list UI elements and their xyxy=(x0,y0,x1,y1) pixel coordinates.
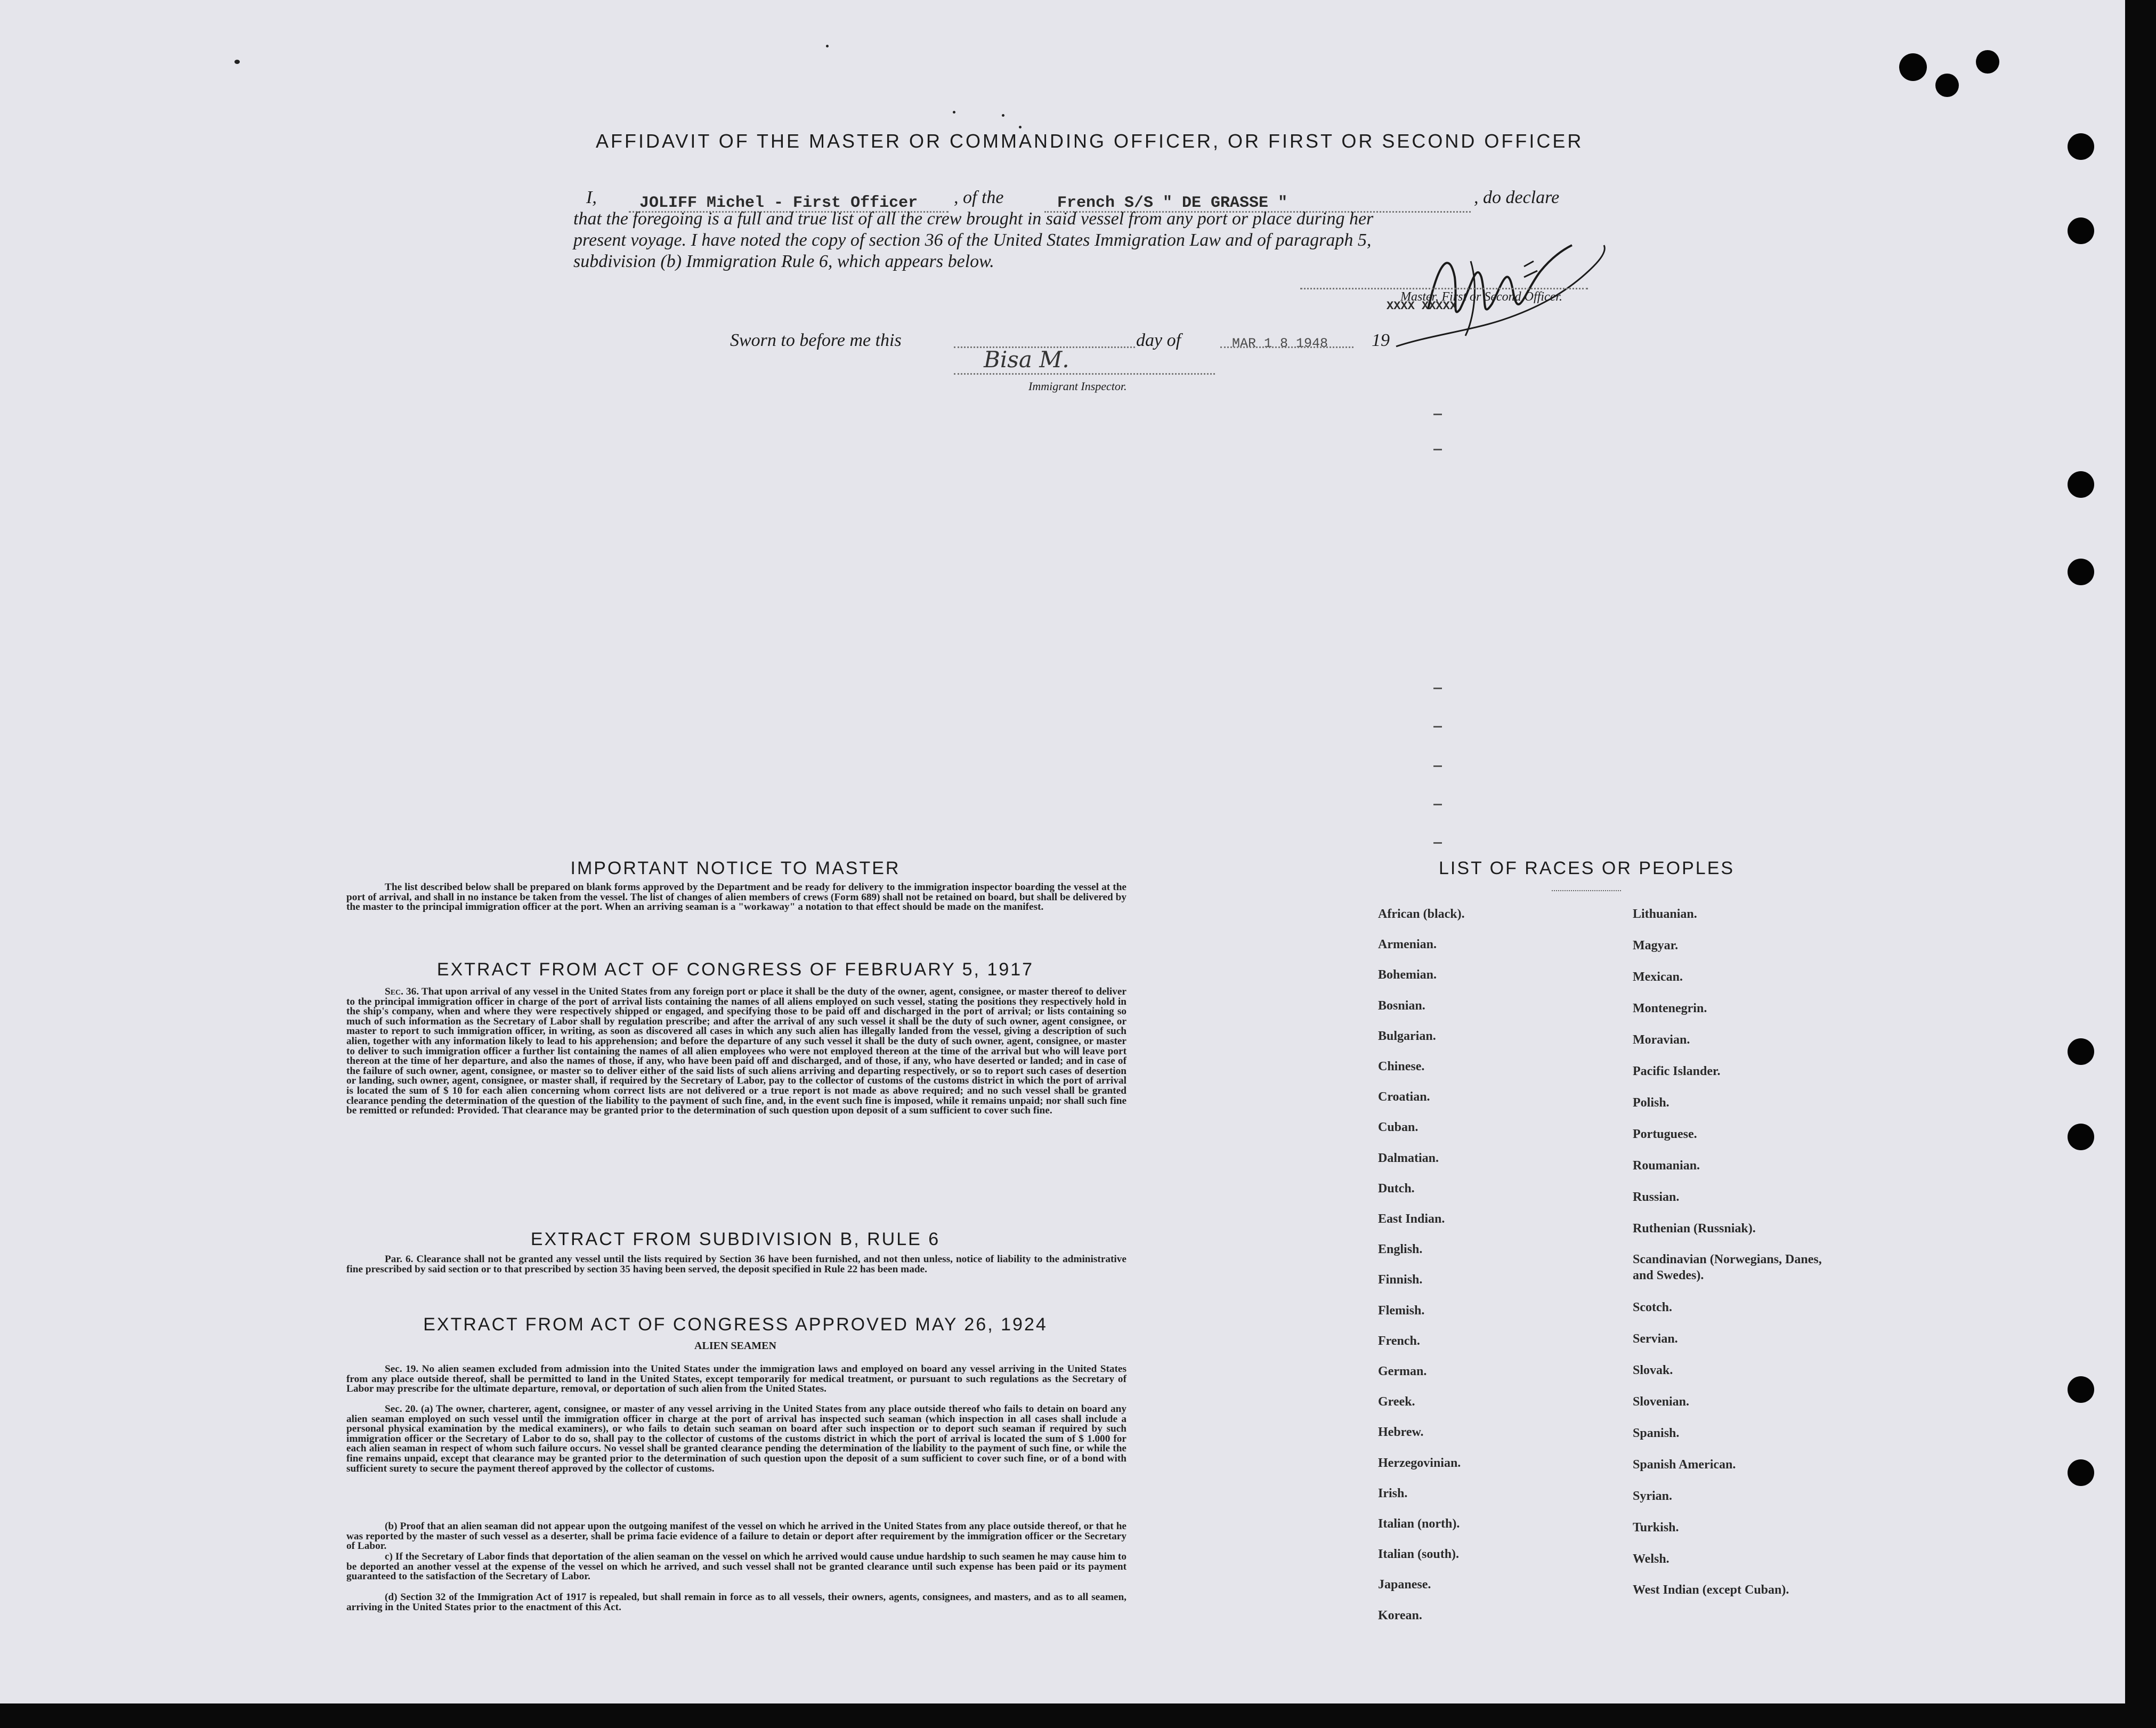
races-title-underline xyxy=(1552,890,1621,891)
race-right-item: West Indian (except Cuban). xyxy=(1633,1583,1789,1597)
race-left-item: Hebrew. xyxy=(1378,1425,1424,1439)
punch-hole xyxy=(2068,133,2094,160)
race-left-item: Croatian. xyxy=(1378,1090,1430,1104)
race-left-item: Dalmatian. xyxy=(1378,1151,1439,1165)
race-left-item: Dutch. xyxy=(1378,1182,1415,1196)
affidavit-title: AFFIDAVIT OF THE MASTER OR COMMANDING OFFICER, OR FIRST OR SECOND OFFICER xyxy=(596,130,1584,152)
punch-hole xyxy=(2068,217,2094,244)
margin-tick xyxy=(1433,765,1442,767)
signature-strike: XXXX XXXXX xyxy=(1387,300,1457,313)
extract-1924-subtitle: ALIEN SEAMEN xyxy=(694,1340,776,1352)
do-declare-text: , do declare xyxy=(1474,188,1560,207)
signature-dotline xyxy=(1300,288,1588,289)
race-left-item: French. xyxy=(1378,1334,1420,1348)
date-stamp: MAR 1 8 1948 xyxy=(1232,336,1328,351)
date-dotline xyxy=(1220,346,1353,348)
vessel-name: French S/S " DE GRASSE " xyxy=(1057,194,1288,212)
speck xyxy=(826,45,829,47)
affidavit-line-4: subdivision (b) Immigration Rule 6, which appears below. xyxy=(573,252,994,271)
race-left-item: Greek. xyxy=(1378,1395,1415,1409)
race-left-item: Bulgarian. xyxy=(1378,1029,1436,1043)
of-the-text: , of the xyxy=(954,188,1004,207)
speck xyxy=(1002,114,1004,117)
sec-36-text: That upon arrival of any vessel in the United States from any foreign port or place it shall be the duty of the owner, agent, consignee, or master thereof to deliver to the principal immigration officer in charge of the port of arrival lists containing the names of all aliens employed on such vessel, stating the positions they respectively hold in the ship's company, when and where they were respectively shipped or engaged, and specifying those to be paid off and discharged in the port of arrival; or lists containing so much of such information as the Secretary of Labor shall by regulation prescribe; and after the arrival of any such vessel it shall be the duty of such owner, agent consignee, or master to report to such immigration officer, in writing, as soon as discovered all cases in which any such alien has illegally landed from the vessel, giving a description of such alien, together with any information likely to lead to his apprehension; and before the departure of any such vessel it shall be the duty of such owner, agent, consignee, or master to deliver to such immigration officer a further list containing the names of all alien employees who were not employed thereon at the time of the arrival but who will leave port thereon at the time of her departure, and also the names of those, if any, who have been paid off and discharged, and of those, if any, who have deserted or landed; and in case of the failure of such owner, agent, consignee, or master so to deliver either of the said lists of such aliens arriving and departing respectively, or so to report such cases of desertion or landing, such owner, agent, consignee, or master shall, if required by the Secretary of Labor, pay to the collector of customs of the customs district in which the port of arrival is located the sum of $ 10 for each alien concerning whom correct lists are not delivered or a true report is not made as above required; and no such vessel shall be granted clearance pending the determination of the question of the liability to the payment of such fine, and, in the event such fine is imposed, while it remains unpaid; nor shall such fine be remitted or refunded: Provided. That clearance may be granted prior to the determination of such question upon deposit of a sum sufficient to cover such fine. xyxy=(346,986,1126,1117)
race-left-item: Bohemian. xyxy=(1378,968,1437,982)
punch-hole xyxy=(2068,1376,2094,1403)
race-left-item: Cuban. xyxy=(1378,1120,1419,1134)
punch-hole xyxy=(2068,471,2094,498)
extract-rule6-title: EXTRACT FROM SUBDIVISION B, RULE 6 xyxy=(530,1229,941,1249)
margin-tick xyxy=(1433,842,1442,844)
signature-caption: Master, First or Second Officer. xyxy=(1400,290,1562,304)
affidavit-line-2: that the foregoing is a full and true list of all the crew brought in said vessel from any port or place during her xyxy=(573,209,1374,229)
race-right-item: Russian. xyxy=(1633,1190,1680,1204)
speck xyxy=(234,60,240,64)
race-right-item: Welsh. xyxy=(1633,1552,1669,1566)
races-title: LIST OF RACES OR PEOPLES xyxy=(1439,858,1735,878)
sec-20a-body: Sec. 20. (a) The owner, charterer, agent, consignee, or master of any vessel arriving in the United States from any place outside thereof who fails to detain on board any alien seaman employed on such vessel until the immigration officer in charge at the port of arrival has inspected such seaman (which inspection in all cases shall include a personal physical examination by the medical examiners), or who fails to detain such seaman on board after such inspection or to deport such seaman if required by such immigration officer or the Secretary of Labor to do so, shall pay to the collector of customs of the customs district in which the port of arrival is located the sum of $ 1.000 for each alien seaman in respect of whom such failure occurs. No vessel shall be granted clearance pending the determination of the liability to the payment of such fine, or while the fine remains unpaid, except that clearance may be granted prior to the determination of such question upon the deposit of a sum sufficient to cover such fine, or of a bond with sufficient surety to secure the payment thereof approved by the collector of customs. xyxy=(346,1403,1126,1474)
race-right-item: Roumanian. xyxy=(1633,1159,1700,1173)
race-left-item: Irish. xyxy=(1378,1487,1408,1500)
race-right-item: Turkish. xyxy=(1633,1521,1679,1535)
extract-rule6-body: Par. 6. Clearance shall not be granted any vessel until the lists required by Section 36 have been furnished, and not then unless, notice of liability to the administrative fine prescribed by said section or to that prescribed by section 35 having been served, the deposit specified in Rule 22 has been made. xyxy=(346,1254,1126,1275)
sec-20b-body: (b) Proof that an alien seaman did not appear upon the outgoing manifest of the vessel on which he arrived in the United States from any place outside thereof, or that he was reported by the master of such vessel as a deserter, shall be prima facie evidence of a failure to detain or deport after requirement by the immigration officer or the Secretary of Labor. xyxy=(346,1521,1126,1552)
extract-1917-body xyxy=(346,987,1126,1116)
race-left-item: Finnish. xyxy=(1378,1273,1423,1287)
speck xyxy=(1019,126,1022,128)
year-prefix: 19 xyxy=(1372,330,1390,350)
affidavit-line-3: present voyage. I have noted the copy of section 36 of the United States Immigration Law and of paragraph 5, xyxy=(573,230,1372,250)
extract-1924-title: EXTRACT FROM ACT OF CONGRESS APPROVED MAY 26, 1924 xyxy=(423,1314,1048,1335)
race-right-item: Montenegrin. xyxy=(1633,1002,1707,1015)
affidavit-i: I, xyxy=(586,188,597,207)
day-of-text: day of xyxy=(1136,330,1181,350)
inspector-signature: Bisa M. xyxy=(984,346,1069,373)
race-right-item: Ruthenian (Russniak). xyxy=(1633,1222,1756,1236)
extract-1917-title: EXTRACT FROM ACT OF CONGRESS OF FEBRUARY 5, 1917 xyxy=(436,959,1034,980)
race-right-item: Slovak. xyxy=(1633,1363,1673,1377)
race-right-item: Lithuanian. xyxy=(1633,907,1697,921)
punch-hole xyxy=(2068,1124,2094,1150)
inspector-caption: Immigrant Inspector. xyxy=(1028,379,1127,393)
race-right-item: Portuguese. xyxy=(1633,1127,1697,1141)
race-left-item: Chinese. xyxy=(1378,1060,1425,1073)
margin-tick xyxy=(1433,414,1442,415)
margin-tick xyxy=(1433,449,1442,450)
race-right-item: Scandinavian (Norwegians, Danes, and Swedes). xyxy=(1633,1253,1822,1282)
race-left-item: Italian (north). xyxy=(1378,1517,1460,1531)
race-left-item: English. xyxy=(1378,1242,1423,1256)
sec-20d-body: (d) Section 32 of the Immigration Act of 1917 is repealed, but shall remain in force as to all vessels, their owners, agents, consignees, and masters, and as to all seamen, arriving in the United States prior to the enactment of this Act. xyxy=(346,1592,1126,1613)
race-right-item: Spanish American. xyxy=(1633,1458,1736,1472)
notice-body: The list described below shall be prepared on blank forms approved by the Department and be ready for delivery to the immigration inspector boarding the vessel at the port of arrival, and shall in no instance be taken from the vessel. The list of changes of alien members of crews (Form 689) shall not be retained on board, but shall be delivered by the master to the principal immigration officer at the port. When an arriving seaman is a "workaway" a notation to that effect should be made on the manifest. xyxy=(346,882,1126,913)
sec-36-label: Sec. 36. xyxy=(385,986,419,997)
margin-tick xyxy=(1433,726,1442,728)
race-left-item: Armenian. xyxy=(1378,938,1437,951)
sec-20c-body: c) If the Secretary of Labor finds that deportation of the alien seaman on the vessel on which he arrived would cause undue hardship to such seamen he may cause him to be deported an another vessel at the expense of the vessel on which he arrived, and such vessel shall not be granted clearance until such expense has been paid or its payment guaranteed to the satisfaction of the Secretary of Labor. xyxy=(346,1551,1126,1582)
race-left-item: German. xyxy=(1378,1364,1427,1378)
race-right-item: Slovenian. xyxy=(1633,1395,1690,1409)
scan-border-right xyxy=(2125,0,2156,1728)
speck xyxy=(953,111,955,114)
race-right-item: Mexican. xyxy=(1633,970,1683,984)
race-left-item: African (black). xyxy=(1378,907,1465,921)
officer-name: JOLIFF Michel - First Officer xyxy=(639,194,918,212)
punch-hole xyxy=(1935,74,1959,97)
race-right-item: Servian. xyxy=(1633,1332,1678,1346)
sworn-text: Sworn to before me this xyxy=(730,330,902,350)
race-left-item: Bosnian. xyxy=(1378,999,1425,1013)
race-left-item: Korean. xyxy=(1378,1609,1422,1622)
margin-tick xyxy=(1433,688,1442,689)
margin-tick xyxy=(1433,804,1442,805)
punch-hole xyxy=(2068,559,2094,585)
notice-title: IMPORTANT NOTICE TO MASTER xyxy=(570,858,901,878)
race-left-item: Japanese. xyxy=(1378,1578,1431,1592)
race-right-item: Syrian. xyxy=(1633,1489,1673,1503)
punch-hole xyxy=(2068,1459,2094,1486)
race-left-item: Herzegovinian. xyxy=(1378,1456,1461,1470)
race-right-item: Spanish. xyxy=(1633,1426,1680,1440)
race-right-item: Scotch. xyxy=(1633,1301,1672,1314)
race-left-item: Flemish. xyxy=(1378,1304,1425,1318)
race-right-item: Magyar. xyxy=(1633,939,1679,952)
punch-hole xyxy=(2068,1038,2094,1065)
race-right-item: Moravian. xyxy=(1633,1033,1690,1047)
race-right-item: Polish. xyxy=(1633,1096,1669,1110)
race-left-item: Italian (south). xyxy=(1378,1547,1460,1561)
sec-19-body: Sec. 19. No alien seamen excluded from admission into the United States under the immigration laws and employed on board any vessel arriving in the United States from any place outside thereof, shall be permitted to land in the United States, except temporarily for medical treatment, or pursuant to such regulations as the Secretary of Labor may prescribe for the ultimate departure, removal, or deportation of such alien from the United States. xyxy=(346,1363,1126,1395)
race-left-item: East Indian. xyxy=(1378,1212,1445,1226)
punch-hole xyxy=(1976,50,1999,74)
inspector-dotline xyxy=(954,373,1215,375)
race-right-item: Pacific Islander. xyxy=(1633,1064,1721,1078)
scan-border-bottom xyxy=(0,1703,2156,1728)
punch-hole xyxy=(1899,53,1927,81)
